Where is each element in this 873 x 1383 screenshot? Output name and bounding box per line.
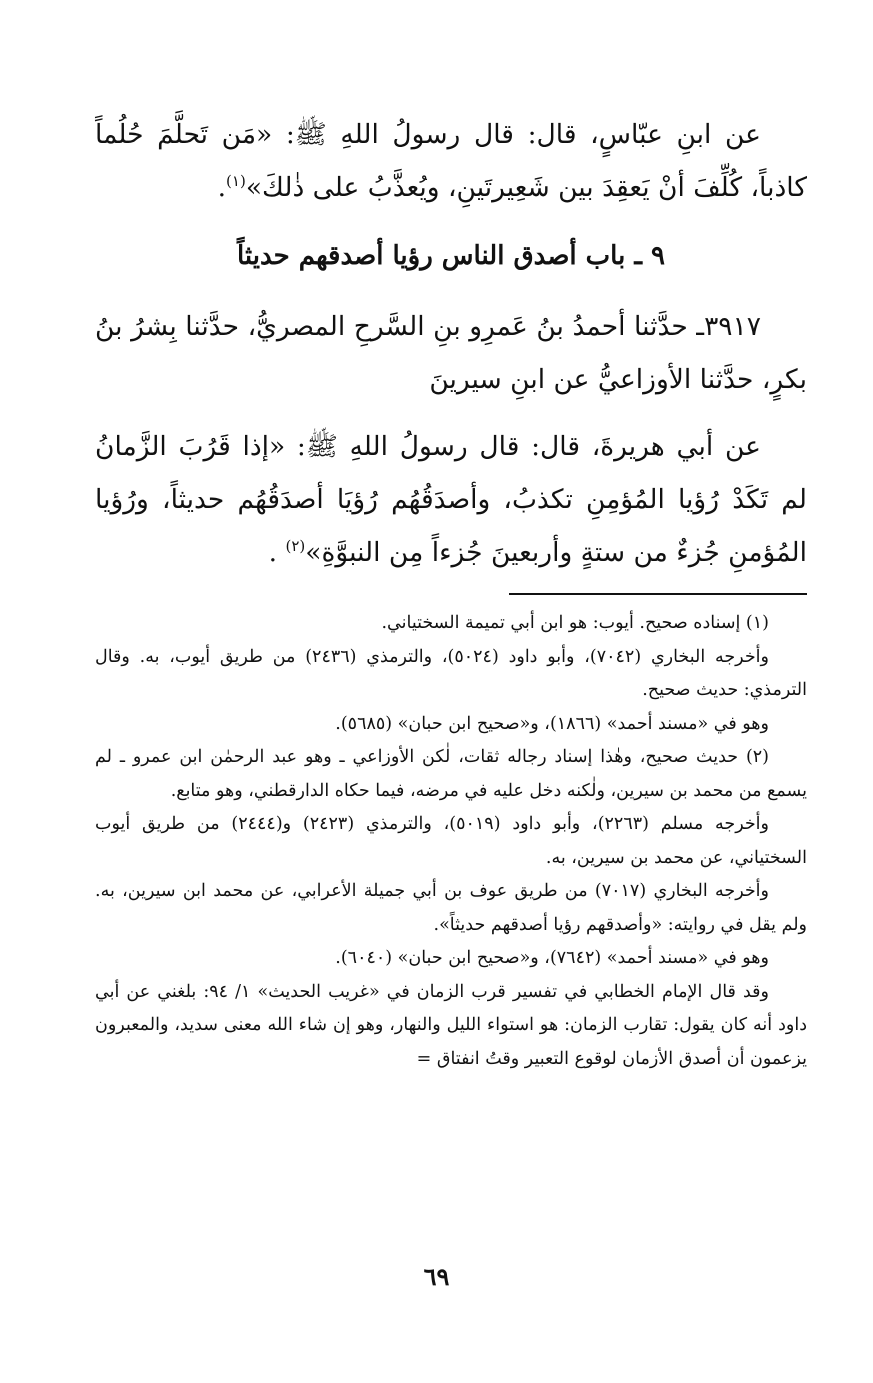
footnote-paragraph: وأخرجه البخاري (٧٠٤٢)، وأبو داود (٥٠٢٤)، والترمذي (٢٤٣٦) من طريق أيوب، به. وقال الترمذي: حديث صحيح.: [95, 646, 807, 700]
footnote-ref-1[interactable]: (١): [226, 172, 246, 191]
main-text: [95, 108, 807, 579]
footnote-paragraph: وهو في «مسند أحمد» (٧٦٤٢)، و«صحيح ابن حبان» (٦٠٤٠).: [335, 948, 769, 968]
isnad-text: ٣٩١٧ـ حدَّثنا أحمدُ بنُ عَمرِو بنِ السَّرحِ المصريُّ، حدَّثنا بِشرُ بنُ بكرٍ، حدَّثنا الأوزاعيُّ عن ابنِ سيرينَ: [95, 311, 807, 395]
footnotes: [95, 607, 807, 1076]
footnote-paragraph: (١) إسناده صحيح. أيوب: هو ابن أبي تميمة السختياني.: [381, 613, 769, 633]
footnote-paragraph: (٢) حديث صحيح، وهٰذا إسناد رجاله ثقات، لٰكن الأوزاعي ـ وهو عبد الرحمٰن ابن عمرو ـ لم يسمع من محمد بن سيرين، ولٰكنه دخل عليه في مرضه، فيما حكاه الدارقطني، وهو متابع.: [95, 747, 807, 801]
chapter-heading: ٩ ـ باب أصدق الناس رؤيا أصدقهم حديثاً: [236, 241, 665, 271]
hadith-text-1: عن ابنِ عبّاسٍ، قال: قال رسولُ اللهِ ﷺ: «مَن تَحلَّمَ حُلُماً كاذباً، كُلِّفَ أنْ يَعقِدَ بين شَعِيرتَينِ، ويُعذَّبُ على ذٰلكَ»$^{(١)}$.: [95, 119, 807, 203]
footnote-separator: [509, 593, 807, 595]
footnote-paragraph: وأخرجه البخاري (٧٠١٧) من طريق عوف بن أبي جميلة الأعرابي، عن محمد ابن سيرين، به. ولم يقل في روايته: «وأصدقهم رؤيا أصدقهم حديثاً».: [95, 881, 807, 935]
footnote-paragraph: وهو في «مسند أحمد» (١٨٦٦)، و«صحيح ابن حبان» (٥٦٨٥).: [335, 713, 769, 734]
page-number: ٦٩: [423, 1262, 450, 1291]
footnote-paragraph: وقد قال الإمام الخطابي في تفسير قرب الزمان في «غريب الحديث» ١/ ٩٤: بلغني عن أبي داود أنه كان يقول: تقارب الزمان: هو استواء الليل والنهار، وهو إن شاء الله معنى سديد، والمعبرون يزعمون أن أصدق الأزمان لوقوع التعبير وقتُ انفتاق =: [95, 981, 807, 1069]
footnote-paragraph: وأخرجه مسلم (٢٢٦٣)، وأبو داود (٥٠١٩)، والترمذي (٢٤٢٣) و(٢٤٤٤) من طريق أيوب السختياني، عن محمد بن سيرين، به.: [95, 814, 807, 868]
footnote-ref-2[interactable]: (٢): [285, 537, 306, 556]
hadith-text-2: عن أبي هريرةَ، قال: قال رسولُ اللهِ ﷺ: «إذا قَرُبَ الزَّمانُ لم تَكَدْ رُؤيا المُؤمِنِ تكذبُ، وأصدَقُهُم رُؤيَا أصدَقُهُم حديثاً، ورُؤيا المُؤمنِ جُزءٌ من ستةٍ وأربعينَ جُزءاً مِن النبوَّةِ»$^{(٢)}$ .: [95, 431, 807, 568]
book-page: [95, 108, 807, 1076]
